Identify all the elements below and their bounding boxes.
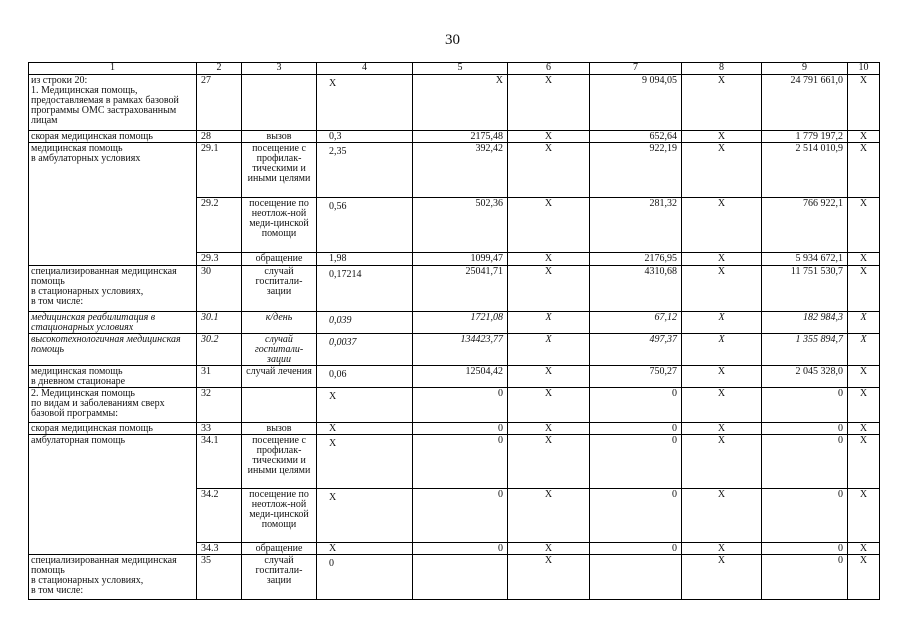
cell-x: X (848, 198, 880, 253)
cell-x: X (508, 543, 590, 555)
cell-x: X (682, 75, 762, 131)
cell-x: X (848, 435, 880, 489)
cell-x: X (508, 489, 590, 543)
cell-x: X (848, 489, 880, 543)
row-label: скорая медицинская помощь (29, 131, 197, 143)
per-capita: 2176,95 (590, 253, 682, 266)
cell-x: X (508, 75, 590, 131)
unit: посещение по неотлож-ной меди-цинской помощи (242, 489, 317, 543)
cell-x: X (848, 555, 880, 600)
cell-x: X (848, 334, 880, 366)
cell-x: X (508, 143, 590, 198)
cell-x: X (508, 388, 590, 423)
table-row (29, 312, 880, 334)
header-cell: 6 (508, 63, 590, 75)
row-number: 29.1 (197, 143, 242, 198)
table-row (29, 388, 880, 423)
total-cost: 2 514 010,9 (762, 143, 848, 198)
unit: случай госпитали-зации (242, 555, 317, 600)
cell-x: X (682, 334, 762, 366)
cell-x: X (508, 312, 590, 334)
header-cell: 5 (413, 63, 508, 75)
unit: случай госпитали-зации (242, 266, 317, 312)
norm-volume: X (317, 388, 413, 423)
header-cell: 4 (317, 63, 413, 75)
row-number: 30.2 (197, 334, 242, 366)
cell-x: X (848, 75, 880, 131)
total-cost: 5 934 672,1 (762, 253, 848, 266)
row-label: высокотехнологичная медицинская помощь (29, 334, 197, 366)
total-cost: 1 779 197,2 (762, 131, 848, 143)
norm-volume: 0,3 (317, 131, 413, 143)
cell-x: X (508, 555, 590, 600)
norm-cost: 25041,71 (413, 266, 508, 312)
header-cell: 3 (242, 63, 317, 75)
row-label: скорая медицинская помощь (29, 423, 197, 435)
cell-x: X (508, 131, 590, 143)
cell-x: X (848, 543, 880, 555)
row-number: 30 (197, 266, 242, 312)
row-label: специализированная медицинская помощь в стационарных условиях, в том числе: (29, 266, 197, 312)
row-number: 30.1 (197, 312, 242, 334)
norm-cost: 134423,77 (413, 334, 508, 366)
total-cost: 182 984,3 (762, 312, 848, 334)
cell-x: X (682, 198, 762, 253)
total-cost: 0 (762, 435, 848, 489)
table-row (29, 334, 880, 366)
row-label: специализированная медицинская помощь в стационарных условиях, в том числе: (29, 555, 197, 600)
norm-volume: 0,0037 (317, 334, 413, 366)
cell-x: X (508, 253, 590, 266)
norm-cost: 1721,08 (413, 312, 508, 334)
cell-x: X (508, 435, 590, 489)
cell-x: X (682, 131, 762, 143)
per-capita: 9 094,05 (590, 75, 682, 131)
per-capita: 0 (590, 435, 682, 489)
header-cell: 10 (848, 63, 880, 75)
row-number: 33 (197, 423, 242, 435)
table-row (29, 75, 880, 131)
row-number: 29.2 (197, 198, 242, 253)
total-cost: 1 355 894,7 (762, 334, 848, 366)
per-capita: 0 (590, 423, 682, 435)
cell-x: X (848, 266, 880, 312)
table-row (29, 131, 880, 143)
norm-volume: X (317, 423, 413, 435)
cell-x: X (682, 388, 762, 423)
row-label: медицинская реабилитация в стационарных условиях (29, 312, 197, 334)
unit: вызов (242, 423, 317, 435)
table-row (29, 423, 880, 435)
row-label: медицинская помощь в дневном стационаре (29, 366, 197, 388)
norm-cost: 502,36 (413, 198, 508, 253)
cell-x: X (682, 489, 762, 543)
page-number: 30 (445, 32, 460, 48)
norm-cost: 12504,42 (413, 366, 508, 388)
cell-x: X (508, 266, 590, 312)
header-cell: 8 (682, 63, 762, 75)
norm-cost: 0 (413, 435, 508, 489)
table-row (29, 555, 880, 600)
norm-volume: 2,35 (317, 143, 413, 198)
unit: случай лечения (242, 366, 317, 388)
unit (242, 75, 317, 131)
unit: посещение с профилак-тическими и иными целями (242, 143, 317, 198)
norm-volume: X (317, 543, 413, 555)
cell-x: X (848, 366, 880, 388)
norm-cost: 1099,47 (413, 253, 508, 266)
per-capita: 922,19 (590, 143, 682, 198)
table-row (29, 435, 880, 489)
cell-x: X (682, 435, 762, 489)
per-capita: 497,37 (590, 334, 682, 366)
norm-cost: 392,42 (413, 143, 508, 198)
row-number: 35 (197, 555, 242, 600)
cell-x: X (848, 143, 880, 198)
row-number: 34.1 (197, 435, 242, 489)
row-label: медицинская помощь в амбулаторных условиях (29, 143, 197, 266)
norm-volume: 1,98 (317, 253, 413, 266)
row-label: 2. Медицинская помощь по видам и заболеваниям сверх базовой программы: (29, 388, 197, 423)
cell-x: X (682, 253, 762, 266)
cell-x: X (682, 366, 762, 388)
header-cell: 2 (197, 63, 242, 75)
unit (242, 388, 317, 423)
data-table (28, 62, 880, 600)
header-cell: 7 (590, 63, 682, 75)
per-capita: 652,64 (590, 131, 682, 143)
norm-cost: 0 (413, 388, 508, 423)
row-number: 32 (197, 388, 242, 423)
row-number: 31 (197, 366, 242, 388)
norm-volume: X (317, 75, 413, 131)
total-cost: 11 751 530,7 (762, 266, 848, 312)
total-cost: 0 (762, 388, 848, 423)
norm-cost: 0 (413, 543, 508, 555)
unit: к/день (242, 312, 317, 334)
cell-x: X (848, 423, 880, 435)
norm-volume: X (317, 435, 413, 489)
cell-x: X (682, 423, 762, 435)
norm-volume: 0,17214 (317, 266, 413, 312)
norm-cost: 0 (413, 489, 508, 543)
per-capita: 750,27 (590, 366, 682, 388)
per-capita: 67,12 (590, 312, 682, 334)
total-cost: 0 (762, 489, 848, 543)
total-cost: 0 (762, 555, 848, 600)
unit: посещение с профилак-тическими и иными целями (242, 435, 317, 489)
header-row (29, 63, 880, 75)
total-cost: 0 (762, 543, 848, 555)
row-label: амбулаторная помощь (29, 435, 197, 555)
norm-cost: X (413, 75, 508, 131)
cell-x: X (848, 388, 880, 423)
norm-volume: 0,039 (317, 312, 413, 334)
unit: обращение (242, 543, 317, 555)
norm-volume: 0,06 (317, 366, 413, 388)
per-capita: 4310,68 (590, 266, 682, 312)
norm-volume: X (317, 489, 413, 543)
cell-x: X (848, 131, 880, 143)
header-cell: 1 (29, 63, 197, 75)
table-row (29, 143, 880, 198)
total-cost: 0 (762, 423, 848, 435)
norm-volume: 0,56 (317, 198, 413, 253)
row-label: из строки 20: 1. Медицинская помощь, предоставляемая в рамках базовой программы ОМС застрахованным лицам (29, 75, 197, 131)
cell-x: X (508, 198, 590, 253)
row-number: 34.3 (197, 543, 242, 555)
total-cost: 766 922,1 (762, 198, 848, 253)
cell-x: X (848, 312, 880, 334)
norm-cost: 0 (413, 423, 508, 435)
per-capita: 281,32 (590, 198, 682, 253)
row-number: 27 (197, 75, 242, 131)
row-number: 29.3 (197, 253, 242, 266)
unit: случай госпитали-зации (242, 334, 317, 366)
table-row (29, 366, 880, 388)
per-capita: 0 (590, 489, 682, 543)
unit: обращение (242, 253, 317, 266)
cell-x: X (508, 423, 590, 435)
cell-x: X (682, 543, 762, 555)
total-cost: 24 791 661,0 (762, 75, 848, 131)
unit: вызов (242, 131, 317, 143)
per-capita: 0 (590, 543, 682, 555)
norm-cost: 2175,48 (413, 131, 508, 143)
row-number: 34.2 (197, 489, 242, 543)
cell-x: X (682, 312, 762, 334)
cell-x: X (682, 143, 762, 198)
cell-x: X (508, 366, 590, 388)
per-capita (590, 555, 682, 600)
cell-x: X (682, 555, 762, 600)
cell-x: X (848, 253, 880, 266)
norm-cost (413, 555, 508, 600)
cell-x: X (682, 266, 762, 312)
table-row (29, 266, 880, 312)
total-cost: 2 045 328,0 (762, 366, 848, 388)
per-capita: 0 (590, 388, 682, 423)
norm-volume: 0 (317, 555, 413, 600)
unit: посещение по неотлож-ной меди-цинской помощи (242, 198, 317, 253)
header-cell: 9 (762, 63, 848, 75)
cell-x: X (508, 334, 590, 366)
row-number: 28 (197, 131, 242, 143)
